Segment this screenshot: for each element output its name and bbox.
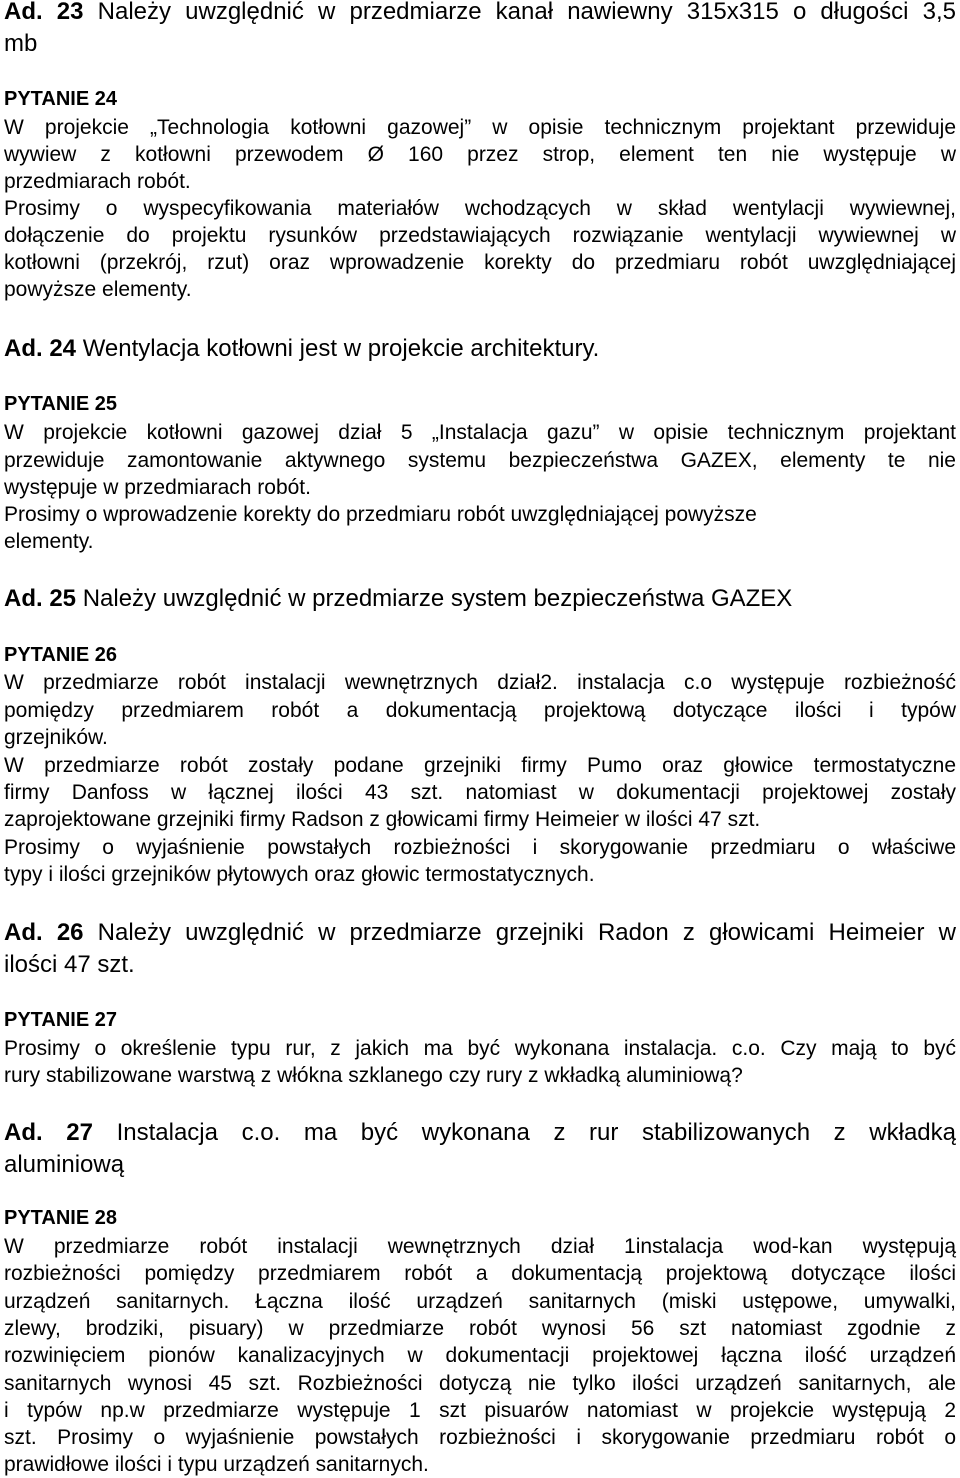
answer-24 xyxy=(4,334,956,364)
answer-text: Wentylacja kotłowni jest w projekcie architektury. xyxy=(76,335,600,362)
question-26-line: W przedmiarze robót zostały podane grzejniki firmy Pumo oraz głowice termostatyczne xyxy=(4,754,956,777)
question-28-line: sanitarnych wynosi 45 szt. Rozbieżności dotyczą nie tylko ilości urządzeń sanitarnych, ale xyxy=(4,1372,956,1395)
answer-label: Ad. 24 xyxy=(4,335,77,362)
question-26-line: grzejników. xyxy=(4,726,108,749)
question-28-line: rozwinięciem pionów kanalizacyjnych w dokumentacji projektowej łączna ilość urządzeń xyxy=(4,1344,956,1367)
answer-label: Ad. 25 xyxy=(4,585,77,612)
question-24-line: przedmiarach robót. xyxy=(4,170,191,193)
question-27-heading: PYTANIE 27 xyxy=(4,1009,117,1031)
answer-label: Ad. 23 xyxy=(4,0,84,25)
question-28-line: urządzeń sanitarnych. Łączna ilość urządzeń sanitarnych (miski ustępowe, umywalki, xyxy=(4,1290,956,1313)
answer-27-line-2: aluminiową xyxy=(4,1151,125,1178)
question-24-line: kotłowni (przekrój, rzut) oraz wprowadzenie korekty do przedmiaru robót uwzględniającej xyxy=(4,251,956,274)
question-28-line: szt. Prosimy o wyjaśnienie powstałych rozbieżności i skorygowanie przedmiaru robót o xyxy=(4,1426,956,1449)
question-24-line: Prosimy o wyspecyfikowania materiałów wchodzących w skład wentylacji wywiewnej, xyxy=(4,197,956,220)
answer-label: Ad. 27 xyxy=(4,1119,93,1146)
answer-23-line-1 xyxy=(4,0,956,27)
question-28-line: prawidłowe ilości i typu urządzeń sanitarnych. xyxy=(4,1453,429,1476)
question-26-line: zaprojektowane grzejniki firmy Radson z głowicami firmy Heimeier w ilości 47 szt. xyxy=(4,808,761,831)
question-25-line: elementy. xyxy=(4,530,94,553)
question-25-heading: PYTANIE 25 xyxy=(4,393,117,415)
answer-27-line-1 xyxy=(4,1118,956,1148)
question-26-line: firmy Danfoss w łącznej ilości 43 szt. natomiast w dokumentacji projektowej zostały xyxy=(4,781,956,804)
question-25-line: występuje w przedmiarach robót. xyxy=(4,476,311,499)
answer-26-line-2: ilości 47 szt. xyxy=(4,951,135,978)
question-28-line: zlewy, brodziki, pisuary) w przedmiarze robót wynosi 56 szt natomiast zgodnie z xyxy=(4,1317,956,1340)
question-27-line: Prosimy o określenie typu rur, z jakich ma być wykonana instalacja. c.o. Czy mają to być xyxy=(4,1037,956,1060)
question-26-line: typy i ilości grzejników płytowych oraz głowic termostatycznych. xyxy=(4,863,595,886)
answer-text: Należy uwzględnić w przedmiarze kanał nawiewny 315x315 o długości 3,5 xyxy=(83,0,956,25)
question-25-line: Prosimy o wprowadzenie korekty do przedmiaru robót uwzględniającej powyższe xyxy=(4,503,757,526)
answer-text: Należy uwzględnić w przedmiarze system bezpieczeństwa GAZEX xyxy=(76,585,793,612)
answer-text: Należy uwzględnić w przedmiarze grzejniki Radon z głowicami Heimeier w xyxy=(83,919,956,946)
question-24-heading: PYTANIE 24 xyxy=(4,88,117,110)
question-26-line: W przedmiarze robót instalacji wewnętrznych dział2. instalacja c.o występuje rozbieżność xyxy=(4,671,956,694)
answer-label: Ad. 26 xyxy=(4,919,84,946)
answer-23-line-2: mb xyxy=(4,30,38,57)
question-28-heading: PYTANIE 28 xyxy=(4,1207,117,1229)
answer-text: Instalacja c.o. ma być wykonana z rur stabilizowanych z wkładką xyxy=(92,1119,956,1146)
question-28-line: i typów np.w przedmiarze występuje 1 szt pisuarów natomiast w projekcie występują 2 xyxy=(4,1399,956,1422)
question-24-line: powyższe elementy. xyxy=(4,278,192,301)
question-24-line: dołączenie do projektu rysunków przedstawiających rozwiązanie wentylacji wywiewnej w xyxy=(4,224,956,247)
question-25-line: przewiduje zamontowanie aktywnego systemu bezpieczeństwa GAZEX, elementy te nie xyxy=(4,449,956,472)
question-28-line: rozbieżności pomiędzy przedmiarem robót a dokumentacją projektową dotyczące ilości xyxy=(4,1262,956,1285)
question-26-heading: PYTANIE 26 xyxy=(4,644,117,666)
question-24-line: W projekcie „Technologia kotłowni gazowej” w opisie technicznym projektant przewiduje xyxy=(4,116,956,139)
question-27-line: rury stabilizowane warstwą z włókna szklanego czy rury z wkładką aluminiową? xyxy=(4,1064,743,1087)
question-26-line: pomiędzy przedmiarem robót a dokumentacją projektową dotyczące ilości i typów xyxy=(4,699,956,722)
answer-25 xyxy=(4,584,956,614)
question-25-line: W projekcie kotłowni gazowej dział 5 „Instalacja gazu” w opisie technicznym projektant xyxy=(4,421,956,444)
answer-26-line-1 xyxy=(4,918,956,948)
question-28-line: W przedmiarze robót instalacji wewnętrznych dział 1instalacja wod-kan występują xyxy=(4,1235,956,1258)
question-24-line: wywiew z kotłowni przewodem Ø 160 przez strop, element ten nie występuje w xyxy=(4,143,956,166)
question-26-line: Prosimy o wyjaśnienie powstałych rozbieżności i skorygowanie przedmiaru o właściwe xyxy=(4,836,956,859)
